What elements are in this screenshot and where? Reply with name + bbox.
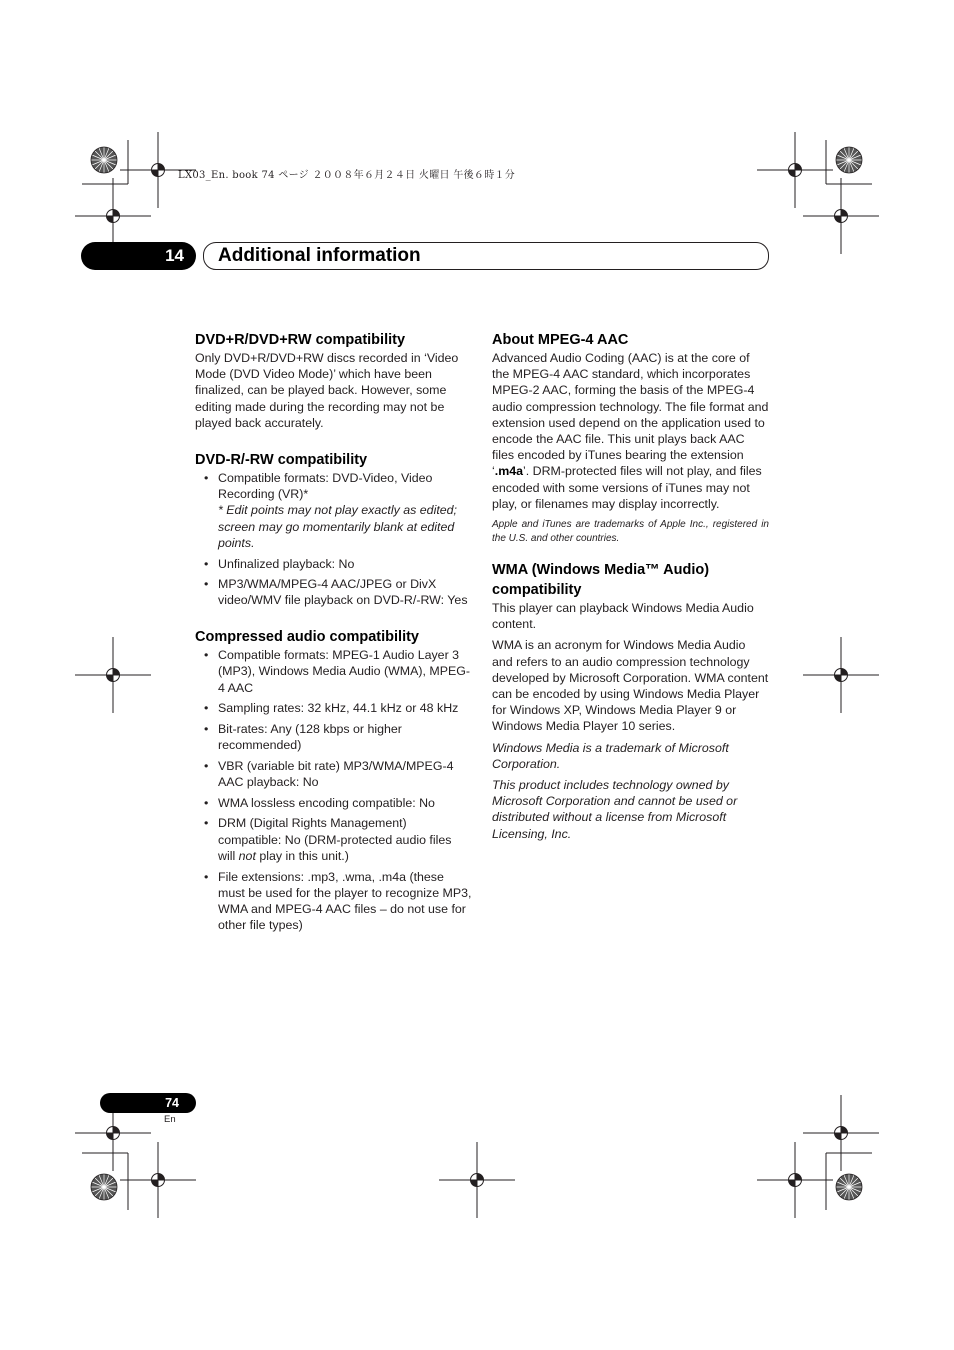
emphasis-not: not xyxy=(238,848,256,863)
list-item xyxy=(195,721,472,753)
registration-star-icon xyxy=(836,1174,862,1200)
list-item-text: play in this unit.) xyxy=(255,848,349,863)
crosshair-icon xyxy=(757,1142,833,1218)
section-body-dvd-plus: Only DVD+R/DVD+RW discs recorded in ‘Video Mode (DVD Video Mode)’ which have been finalized, can be played back. However, some editing made during the recording may not be played back accurately. xyxy=(195,351,459,430)
edit-points-note: * Edit points may not play exactly as edited; screen may go momentarily blank at edited points. xyxy=(218,503,457,550)
right-column xyxy=(492,330,769,842)
list-item xyxy=(195,556,472,572)
chapter-number: 14 xyxy=(81,242,196,270)
bullet-icon: • xyxy=(204,795,209,810)
section-heading-dvd-minus: DVD-R/-RW compatibility xyxy=(195,452,368,469)
page-number: 74 xyxy=(100,1093,196,1113)
list-item xyxy=(195,869,472,934)
registration-star-icon xyxy=(91,1174,117,1200)
list-item xyxy=(195,576,472,608)
dvd-minus-list xyxy=(195,470,472,609)
page-language: En xyxy=(164,1114,176,1125)
crosshair-icon xyxy=(803,178,879,254)
compressed-audio-list xyxy=(195,647,472,933)
list-item xyxy=(195,815,472,864)
list-item-text: Compatible formats: DVD-Video, Video Recording (VR)* xyxy=(218,471,433,502)
section-heading-compressed-audio: Compressed audio compatibility xyxy=(195,629,419,646)
bullet-icon: • xyxy=(204,556,209,571)
list-item-text: Sampling rates: 32 kHz, 44.1 kHz or 48 kHz xyxy=(218,701,459,716)
microsoft-license-note: This product includes technology owned by Microsoft Corporation and cannot be used or distributed without a license from Microsoft Licensing, Inc. xyxy=(492,778,738,841)
list-item-text: Compatible formats: MPEG-1 Audio Layer 3 (MP3), Windows Media Audio (WMA), MPEG-4 AAC xyxy=(218,648,470,695)
bullet-icon: • xyxy=(204,869,209,884)
m4a-extension: .m4a xyxy=(494,464,524,479)
crosshair-icon xyxy=(120,1142,196,1218)
aac-text: Advanced Audio Coding (AAC) is at the core of the MPEG-4 AAC standard, which incorporates MPEG-2 AAC, forming the basis of the MPEG-4 audio compression technology. The file format and extension used depend on the application used to encode the AAC file. This unit plays back AAC files encoded by iTunes bearing the extension ‘ xyxy=(492,351,769,479)
section-body-aac xyxy=(492,350,769,512)
list-item-text: MP3/WMA/MPEG-4 AAC/JPEG or DivX video/WMV file playback on DVD-R/-RW: Yes xyxy=(218,577,468,608)
bullet-icon: • xyxy=(204,816,209,831)
section-heading-wma: WMA (Windows Media™ Audio) compatibility xyxy=(492,562,710,599)
registration-star-icon xyxy=(836,147,862,173)
wma-paragraph: This player can playback Windows Media Audio content. xyxy=(492,601,754,632)
wma-paragraph: WMA is an acronym for Windows Media Audio and refers to an audio compression technology developed by Microsoft Corporation. WMA content can be encoded by using Windows Media Player for Windows XP, Windows Media Player 9 or Windows Media Player 10 series. xyxy=(492,638,769,734)
aac-text: ’. DRM-protected files will not play, and files encoded with some versions of iTunes may not play, or filenames may display incorrectly. xyxy=(492,464,762,511)
list-item xyxy=(195,700,472,716)
chapter-title: Additional information xyxy=(218,245,421,266)
section-heading-aac: About MPEG-4 AAC xyxy=(492,332,629,348)
crosshair-icon xyxy=(75,637,151,713)
list-item xyxy=(195,795,472,811)
chapter-title-box xyxy=(203,242,769,270)
book-file-info: LX03_En. book 74 ページ ２００８年６月２４日 火曜日 午後６時１分 xyxy=(178,170,516,181)
apple-trademark-note: Apple and iTunes are trademarks of Apple Inc., registered in the U.S. and other countries. xyxy=(492,519,769,544)
list-item-text: DRM (Digital Rights Management) compatible: No (DRM-protected audio files will xyxy=(218,816,452,863)
bullet-icon: • xyxy=(204,758,209,773)
list-item xyxy=(195,758,472,790)
crosshair-icon xyxy=(757,132,833,208)
left-column xyxy=(195,330,472,938)
bullet-icon: • xyxy=(204,721,209,736)
bullet-icon: • xyxy=(204,471,209,486)
list-item xyxy=(195,470,472,551)
section-heading-dvd-plus: DVD+R/DVD+RW compatibility xyxy=(195,332,406,348)
list-item-text: VBR (variable bit rate) MP3/WMA/MPEG-4 AAC playback: No xyxy=(218,758,454,790)
bullet-icon: • xyxy=(204,701,209,716)
list-item-text: Bit-rates: Any (128 kbps or higher recommended) xyxy=(218,721,402,753)
list-item xyxy=(195,647,472,696)
registration-star-icon xyxy=(91,147,117,173)
list-item-text: File extensions: .mp3, .wma, .m4a (these must be used for the player to recognize MP3, WMA and MPEG-4 AAC files – do not use for other file types) xyxy=(218,869,472,933)
list-item-text: Unfinalized playback: No xyxy=(218,556,355,571)
bullet-icon: • xyxy=(204,577,209,592)
list-item-text: WMA lossless encoding compatible: No xyxy=(218,795,435,810)
windows-media-trademark-note: Windows Media is a trademark of Microsoft Corporation. xyxy=(492,740,729,771)
crosshair-icon xyxy=(803,637,879,713)
bullet-icon: • xyxy=(204,648,209,663)
chapter-header xyxy=(81,242,769,272)
crosshair-icon xyxy=(439,1142,515,1218)
crosshair-icon xyxy=(803,1095,879,1171)
